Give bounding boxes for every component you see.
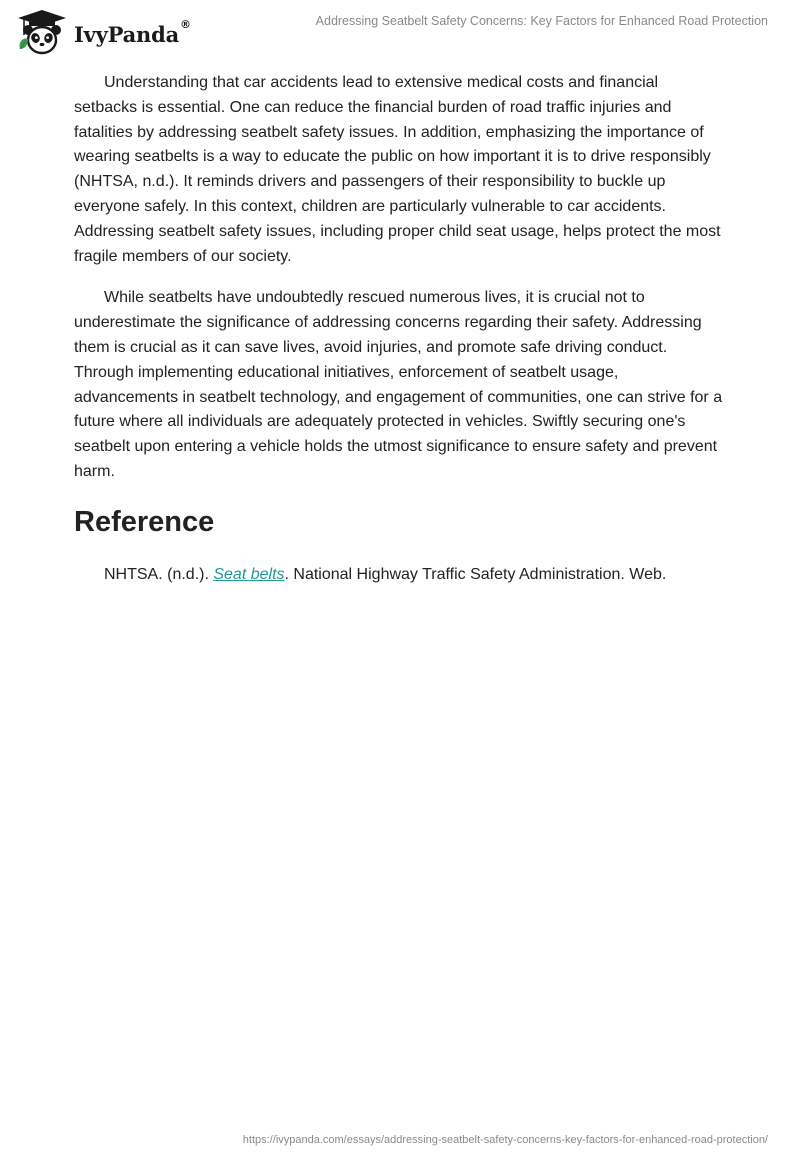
panda-graduate-icon: [14, 9, 70, 57]
reference-prefix: NHTSA. (n.d.).: [104, 565, 214, 583]
reference-entry: [74, 563, 724, 587]
reference-heading: Reference: [74, 505, 215, 538]
body-paragraph: While seatbelts have undoubtedly rescued numerous lives, it is crucial not to underestimate the significance of addressing concerns regarding their safety. Addressing them is crucial as it can save lives, avoid injuries, and promote safe driving conduct. Through implementing educational initiatives, enforcement of seatbelt usage, advancements in seatbelt technology, and engagement of communities, one can strive for a future where all individuals are adequately protected in vehicles. Swiftly securing one's seatbelt upon entering a vehicle holds the utmost significance to ensure safety and prevent harm.: [74, 289, 723, 480]
page-header: [0, 0, 800, 64]
essay-content: [74, 71, 724, 587]
registered-mark: ®: [180, 17, 191, 31]
document-title: Addressing Seatbelt Safety Concerns: Key Factors for Enhanced Road Protection: [315, 14, 768, 28]
seat-belts-link[interactable]: Seat belts: [213, 565, 285, 583]
ivypanda-logo[interactable]: [14, 9, 191, 57]
body-paragraph: Understanding that car accidents lead to extensive medical costs and financial setbacks is essential. One can reduce the financial burden of road traffic injuries and fatalities by addressing seatbelt safety issues. In addition, emphasizing the importance of wearing seatbelts is a way to educate the public on how important it is to drive responsibly (NHTSA, n.d.). It reminds drivers and passengers of their responsibility to buckle up everyone safely. In this context, children are particularly vulnerable to car accidents. Addressing seatbelt safety issues, including proper child seat usage, helps protect the most fragile members of our society.: [74, 74, 721, 265]
footer-url: https://ivypanda.com/essays/addressing-seatbelt-safety-concerns-key-factors-for-enhanced-road-protection/: [242, 1134, 768, 1146]
brand-name: IvyPanda®: [74, 17, 191, 47]
reference-suffix: . National Highway Traffic Safety Administration. Web.: [284, 565, 667, 583]
